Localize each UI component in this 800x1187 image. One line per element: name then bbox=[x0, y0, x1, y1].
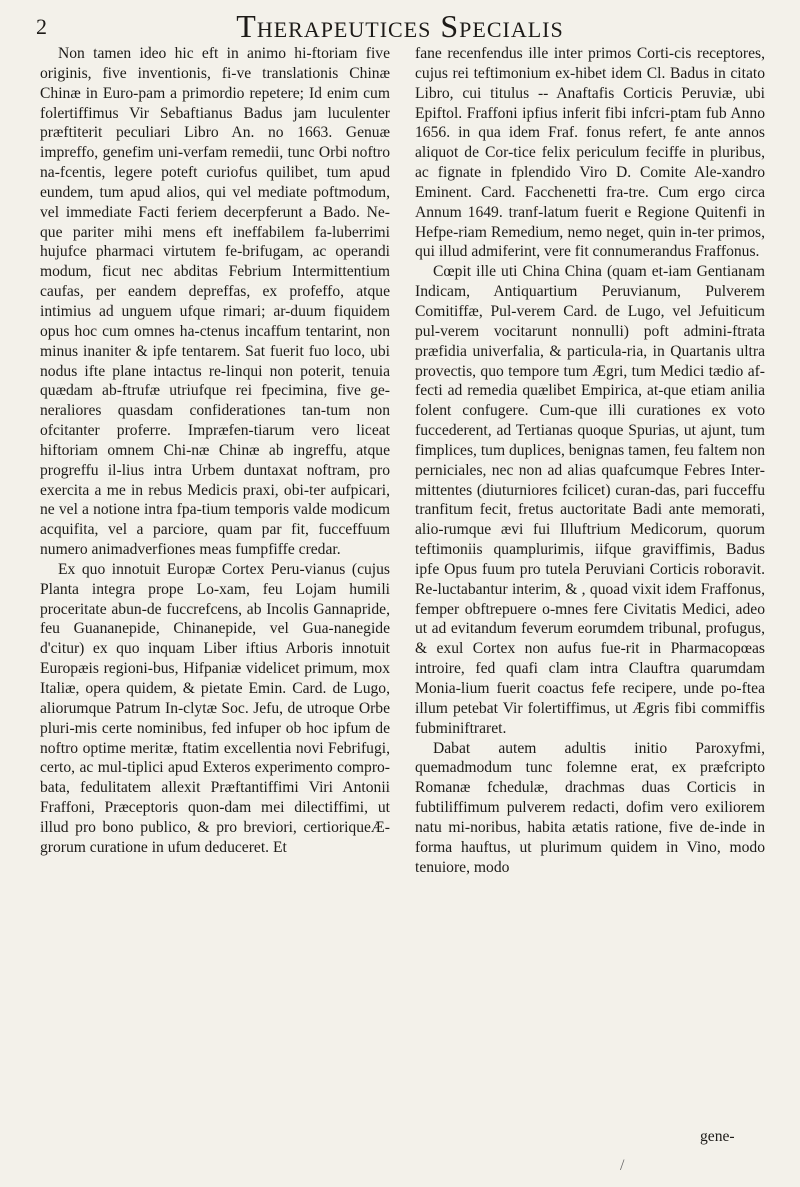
left-column bbox=[40, 44, 390, 858]
left-paragraph-2: Ex quo innotuit Europæ Cortex Peru-vianus (cujus Planta integra prope Lo-xam, feu Lojam humili proceritate abun-de fuccrefcens, ab Incolis Gannapride, feu Guananepide, Chinanepide, vel Gua-nanegide d'citur) ex quo inquam Liber iftius Arboris innotuit Europæis regioni-bus, Hifpaniæ videlicet primum, mox Italiæ, opera quidem, & pietate Emin. Card. de Lugo, aliorumque Patrum In-clytæ Soc. Jefu, de utroque Orbe pluri-mis certe nominibus, fed infuper ob hoc ipfum de noftro optime meritæ, ftatim excellentia novi Febrifugi, certo, ac mul-tiplici apud Exteros experimento compro-bata, fedulitatem allexit Præftantiffimi Viri Antonii Fraffoni, Præceptoris quon-dam mei dilectiffimi, ut illud pro bono publico, & pro breviori, certioriqueÆ-grorum curatione in ufum deduceret. Et bbox=[40, 560, 390, 856]
left-paragraph-1: Non tamen ideo hic eft in animo hi-ftoriam five originis, five inventionis, fi-ve translationis Chinæ Chinæ in Euro-pam a primordio repetere; Id enim cum folertiffimus Vir Sebaftianus Badus jam luculenter præftiterit peculiari Libro An. no 1663. Genuæ impreffo, genefim uni-verfam remedii, tunc Orbi noftro na-fcentis, legere poteft curiofus quilibet, tum apud eundem, tum apud alios, qui vel mediate poftmodum, vel immediate Facti feriem decerpferunt a Bado. Ne-que pariter mihi mens eft ineffabilem fa-luberrimi hujufce pharmaci virtutem fe-brifugam, ac operandi modum, ficut nec abditas Febrium Intermittentium caufas, per eandem depreffas, ex profeffo, atque intimius ad unguem ufque rimari; ar-duum fiquidem opus hoc cum omnes ha-ctenus incaffum tentarint, non minus inaniter & ipfe tentarem. Sat fuerit fuo loco, ubi nodus ifte plane intactus re-linqui non poterit, tenuia quædam ab-ftrufæ utriufque rei fpecimina, five ge-neraliores quasdam confiderationes tan-tum non ofcitanter proferre. Impræfen-tiarum vero liceat hiftoriam omnem Chi-næ Chinæ ab ingreffu, atque progreffu il-lius intra Urbem duntaxat noftram, pro exercita a me in rebus Medicis praxi, obi-ter aufpicari, ne vel a notione intra fpa-tium temporis valde modicum acquifita, vel a parciore, quam par fit, fucceffuum numero animadverfiones meas fumpfiffe credar. bbox=[40, 45, 390, 559]
page-mark: / bbox=[620, 1157, 625, 1174]
catchword: gene- bbox=[700, 1128, 735, 1145]
running-head: Therapeutices Specialis bbox=[236, 8, 564, 44]
page-number: 2 bbox=[36, 14, 47, 39]
right-column bbox=[415, 44, 765, 877]
right-paragraph-1: fane recenfendus ille inter primos Corti-cis receptores, cujus rei teftimonium ex-hibet idem Cl. Badus in citato Libro, cui titulus -- Anaftafis Corticis Peruviæ, ubi Epiftol. Fraffoni ipfius inferit fibi infcri-ptam fub Anno 1656. in qua idem Fraf. fonus refert, fe ante annos aliquot de Cor-tice felix periculum feciffe in pluribus, ac fignate in fplendido Viro D. Comite Ale-xandro Eminent. Card. Facchenetti fra-tre. Cum ergo circa Annum 1649. tranf-latum fuerit e Regione Quitenfi in Hefpe-riam Remedium, nemo neget, quin in-ter primos, qui illud admiferint, vere fit connumerandus Fraffonus. bbox=[415, 45, 765, 261]
right-paragraph-3: Dabat autem adultis initio Paroxyfmi, quemadmodum tunc folemne erat, ex præfcripto Romanæ fchedulæ, drachmas duas Corticis in fubtiliffimum pulverem redacti, dofim vero exiliorem natu mi-noribus, habita ætatis ratione, five de-inde in forma hauftus, ut plurimum quidem in Vino, modo tenuiore, modo bbox=[415, 739, 765, 876]
right-paragraph-2: Cœpit ille uti China China (quam et-iam Gentianam Indicam, Antiquartium Peruvianum, Pulverem Comitiffæ, Pul-verem Card. de Lugo, vel Jefuiticum pul-verem vocitarunt nonnulli) poft admini-ftrata præfidia univerfalia, & particula-ria, in Quartanis ultra provectis, quo tempore tum Ægri, tum Medici tædio af-fecti ad remedia quælibet Empirica, at-que etiam anilia folent confugere. Cum-que illi curationes ex voto fuccederent, ad Tertianas quoque Spurias, ut ajunt, tum fimplices, tum duplices, benignas tamen, feu faltem non perniciales, nec non ad alias quafcumque Febres Inter-mittentes (diuturniores fcilicet) curan-das, pari fucceffu tranfitum fecit, fretus auctoritate Badi ante memorati, alio-rumque ævi fui Illuftrium Medicorum, quorum teftimoniis quamplurimis, iifque graviffimis, Badus ipfe Opus fuum pro tutela Peruviani Corticis roboravit. Re-luctabantur interim, & , quoad vixit idem Fraffonus, femper obftrepuere o-mnes fere Civitatis Medici, adeo ut ad evitandum feverum eorumdem tribunal, profugus, & exul Cortex non aufus fue-rit in Pharmacopœas introire, fed quafi clam intra Clauftra quarumdam Monia-lium fuerit coactus fefe recipere, unde po-ftea illum petebat Vir folertiffimus, ut Ægris fibi commiffis fubminiftraret. bbox=[415, 263, 765, 737]
